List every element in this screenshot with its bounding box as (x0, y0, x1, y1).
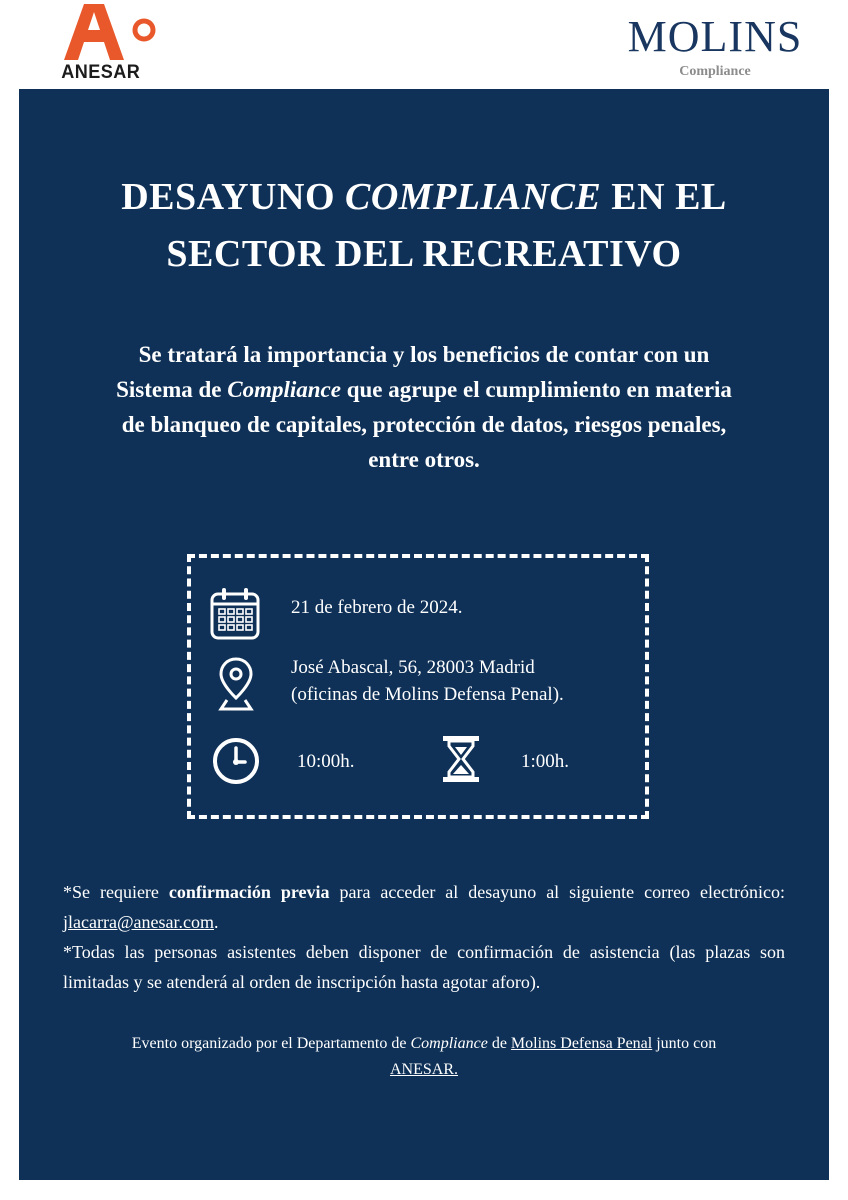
notes-section (63, 877, 785, 997)
footer-emphasis: Compliance (410, 1035, 488, 1052)
clock-icon (211, 736, 261, 786)
intro-part2: que agrupe el cumplimiento en materia de blanqueo de capitales, protección de datos, riesgos penales, entre otros. (121, 377, 732, 472)
anesar-emblem-icon (60, 0, 160, 64)
event-address-line2: (oficinas de Molins Defensa Penal). (291, 684, 564, 705)
footer-part3: junto con (652, 1035, 717, 1052)
title-line2: SECTOR DEL RECREATIVO (166, 233, 682, 275)
hourglass-icon (441, 734, 481, 784)
molins-logo-subtitle: Compliance (679, 64, 751, 79)
intro-part1: Se tratará la importancia y los beneficios de contar con un Sistema de (116, 342, 710, 402)
anesar-link[interactable]: ANESAR. (389, 1061, 458, 1078)
title-line1-start: DESAYUNO (121, 176, 345, 218)
event-address (291, 654, 564, 708)
main-panel (19, 89, 829, 1180)
intro-emphasis: Compliance (227, 377, 341, 402)
email-link[interactable]: jlacarra@anesar.com (63, 912, 214, 932)
footer-text (59, 1031, 789, 1083)
title-line1-end: EN EL (601, 176, 727, 218)
note-attendance: *Todas las personas asistentes deben disponer de confirmación de asistencia (las plazas son limitadas y se atenderá al orden de inscripción hasta agotar aforo). (63, 942, 785, 992)
footer-part1: Evento organizado por el Departamento de (131, 1035, 411, 1052)
calendar-icon (209, 586, 261, 642)
event-date: 21 de febrero de 2024. (291, 597, 463, 618)
page-title (19, 169, 829, 283)
title-line1-emphasis: COMPLIANCE (345, 176, 602, 218)
event-duration: 1:00h. (521, 751, 570, 772)
footer-part2: de (487, 1035, 511, 1052)
anesar-logo-text: ANESAR (61, 62, 141, 83)
molins-logo-name: MOLINS (627, 12, 803, 61)
note-confirmation (63, 877, 785, 937)
event-info-box (187, 554, 649, 819)
event-time: 10:00h. (297, 751, 355, 772)
molins-logo (611, 8, 819, 88)
intro-paragraph (109, 337, 739, 477)
molins-link[interactable]: Molins Defensa Penal (510, 1035, 653, 1052)
note1-start: *Se requiere (63, 882, 169, 902)
note1-bold: confirmación previa (168, 882, 330, 902)
anesar-logo (56, 0, 156, 86)
event-address-line1: José Abascal, 56, 28003 Madrid (291, 657, 535, 678)
note1-middle: para acceder al desayuno al siguiente correo electrónico: (329, 882, 785, 902)
note1-end: . (214, 912, 219, 932)
location-pin-icon (217, 656, 255, 712)
